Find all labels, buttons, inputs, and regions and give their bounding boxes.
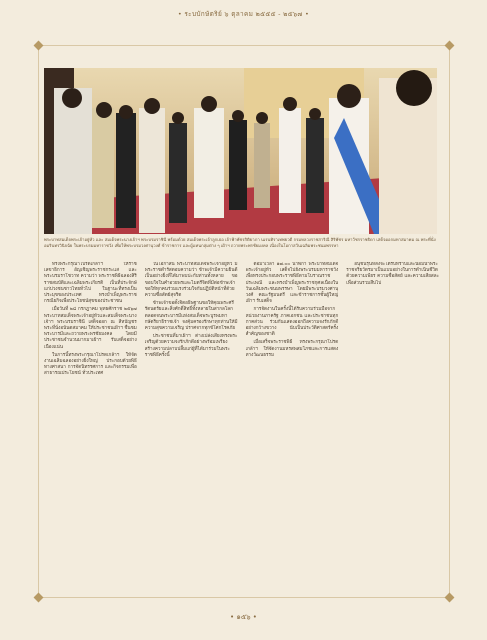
text-column [346,262,439,572]
paragraph: ข้าพเจ้าขอตั้งจิตอธิษฐานขอให้คุณพระศรีรัตนตรัยและสิ่งศักดิ์สิทธิ์ทั้งหลายในสากลโลก ตลอดจนพระบารมีแห่งสมเด็จพระบูรพมหากษัตริยาธิราชเจ้า จงคุ้มครองรักษาทุกท่านให้มีความสุขความเจริญ ปราศจากทุกข์โศกโรคภัย [144,301,238,332]
page-number: • ๑๕๖ • [230,613,257,621]
paragraph: ต่อมาเวลา ๑๗.๐๐ นาฬิกา พระบาทสมเด็จพระเจ้าอยู่หัว เสด็จไปยังพระบรมมหาราชวัง เพื่อทรงประกอบพระราชพิธีตามโบราณราชประเพณี และทรงบำเพ็ญพระราชกุศลเนื่องในวันเฉลิมพระชนมพรรษา โดยมีพระบรมวงศานุวงศ์ คณะรัฐมนตรี และข้าราชการชั้นผู้ใหญ่เฝ้าฯ รับเสด็จ [245,262,339,305]
page-header: • ระบบักษัตริย์ ๖ ตุลาคม ๒๕๕๕ - ๒๕๖๗ • [177,10,310,18]
corner-ornament-icon [445,593,455,603]
ceremony-photo [44,68,437,234]
text-column [44,262,137,572]
paragraph: เมื่อเสร็จพระราชพิธี ทรงพระกรุณาโปรดเกล้าฯ ให้จัดงานมหรสพสมโภชและการแสดงทางวัฒนธรรม [245,340,339,358]
paragraph: ทรงพระกรุณาโปรดเกล้าฯ ให้ราชเลขาธิการ อัญเชิญพระราชกระแส และพระบรมราโชวาท ความว่า พระราชพิธีฉลองสิริราชสมบัติและเฉลิมพระเกียรติ เป็นที่ประจักษ์แก่ปวงชนชาวไทยทั่วไป ในฐานะที่ทรงเป็นประมุขของประเทศ ทรงบำเพ็ญพระราชกรณียกิจเพื่อประโยชน์สุขของประชาชน [44,262,137,305]
ceremony-photo-icon [44,68,437,234]
photo-caption: พระบาทสมเด็จพระเจ้าอยู่หัว และ สมเด็จพระนางเจ้าฯ พระบรมราชินี พร้อมด้วย สมเด็จพระเจ้าลูกเธอ เจ้าฟ้าพัชรกิติยาภา นเรนทิราเทพยวดี กรมหลวงราชสาริณี สิริพัชร มหาวัชรราชธิดา เสด็จออกมหาสมาคม ณ พระที่นั่งอมรินทรวินิจฉัย ในพระบรมมหาราชวัง เพื่อให้พระบรมวงศานุวงศ์ ข้าราชการ และผู้แทนกลุ่มต่าง ๆ เฝ้าฯ ถวายพระพรชัยมงคล เนื่องในโอกาสวันเฉลิมพระชนมพรรษา [44,237,436,248]
paragraph: ในโอกาสนี้ พระบาทสมเด็จพระเจ้าอยู่หัว มีพระราชดำรัสตอบความว่า ข้าพเจ้ามีความยินดีเป็นอย่างยิ่งที่ได้มาพบปะกับท่านทั้งหลาย ขอขอบใจในคำอวยพรและไมตรีจิตที่มีต่อข้าพเจ้า ขอให้ทุกคนร่วมแรงร่วมใจกันปฏิบัติหน้าที่ด้วยความซื่อสัตย์สุจริต [144,262,238,299]
text-column [246,262,339,572]
paragraph: ในการนี้ทรงพระกรุณาโปรดเกล้าฯ ให้จัดงานเฉลิมฉลองอย่างยิ่งใหญ่ ประกอบด้วยพิธีทางศาสนา การจัดนิทรรศการ และกิจกรรมเพื่อสาธารณประโยชน์ ทั่วประเทศ [44,352,137,377]
paragraph: อนุชนรุ่นหลังจะได้รับทราบและน้อมนำพระราชจริยวัตรมาเป็นแบบอย่างในการดำเนินชีวิต ด้วยความเพียร ความซื่อสัตย์ และความเสียสละเพื่อส่วนรวมสืบไป [346,262,439,286]
paragraph: การจัดงานในครั้งนี้ได้รับความร่วมมือจากหน่วยงานภาครัฐ ภาคเอกชน และประชาชนทุกภาคส่วน ร่วมกันแสดงออกถึงความจงรักภักดีอย่างกว้างขวาง นับเป็นประวัติศาสตร์ครั้งสำคัญของชาติ [245,307,339,338]
paragraph: เมื่อวันที่ ๒๘ กรกฎาคม พุทธศักราช ๒๕๖๗ พระบาทสมเด็จพระเจ้าอยู่หัวและสมเด็จพระนางเจ้าฯ พระบรมราชินี เสด็จออก ณ สีหบัญชร พระที่นั่งอนันตสมาคม ให้ประชาชนเฝ้าฯ ชื่นชมพระบารมีและถวายพระพรชัยมงคล โดยมีประชาชนจำนวนมากมาเฝ้าฯ รับเสด็จอย่างเนืองแน่น [44,307,137,350]
text-column [145,262,238,572]
article-body [44,262,439,572]
paragraph: ประชาชนที่มาเฝ้าฯ ต่างเปล่งเสียงทรงพระเจริญด้วยความจงรักภักดีอย่างพร้อมเพรียง สร้างความปลาบปลื้มแก่ผู้ที่ได้มาร่วมในพระราชพิธีครั้งนี้ [144,334,238,358]
